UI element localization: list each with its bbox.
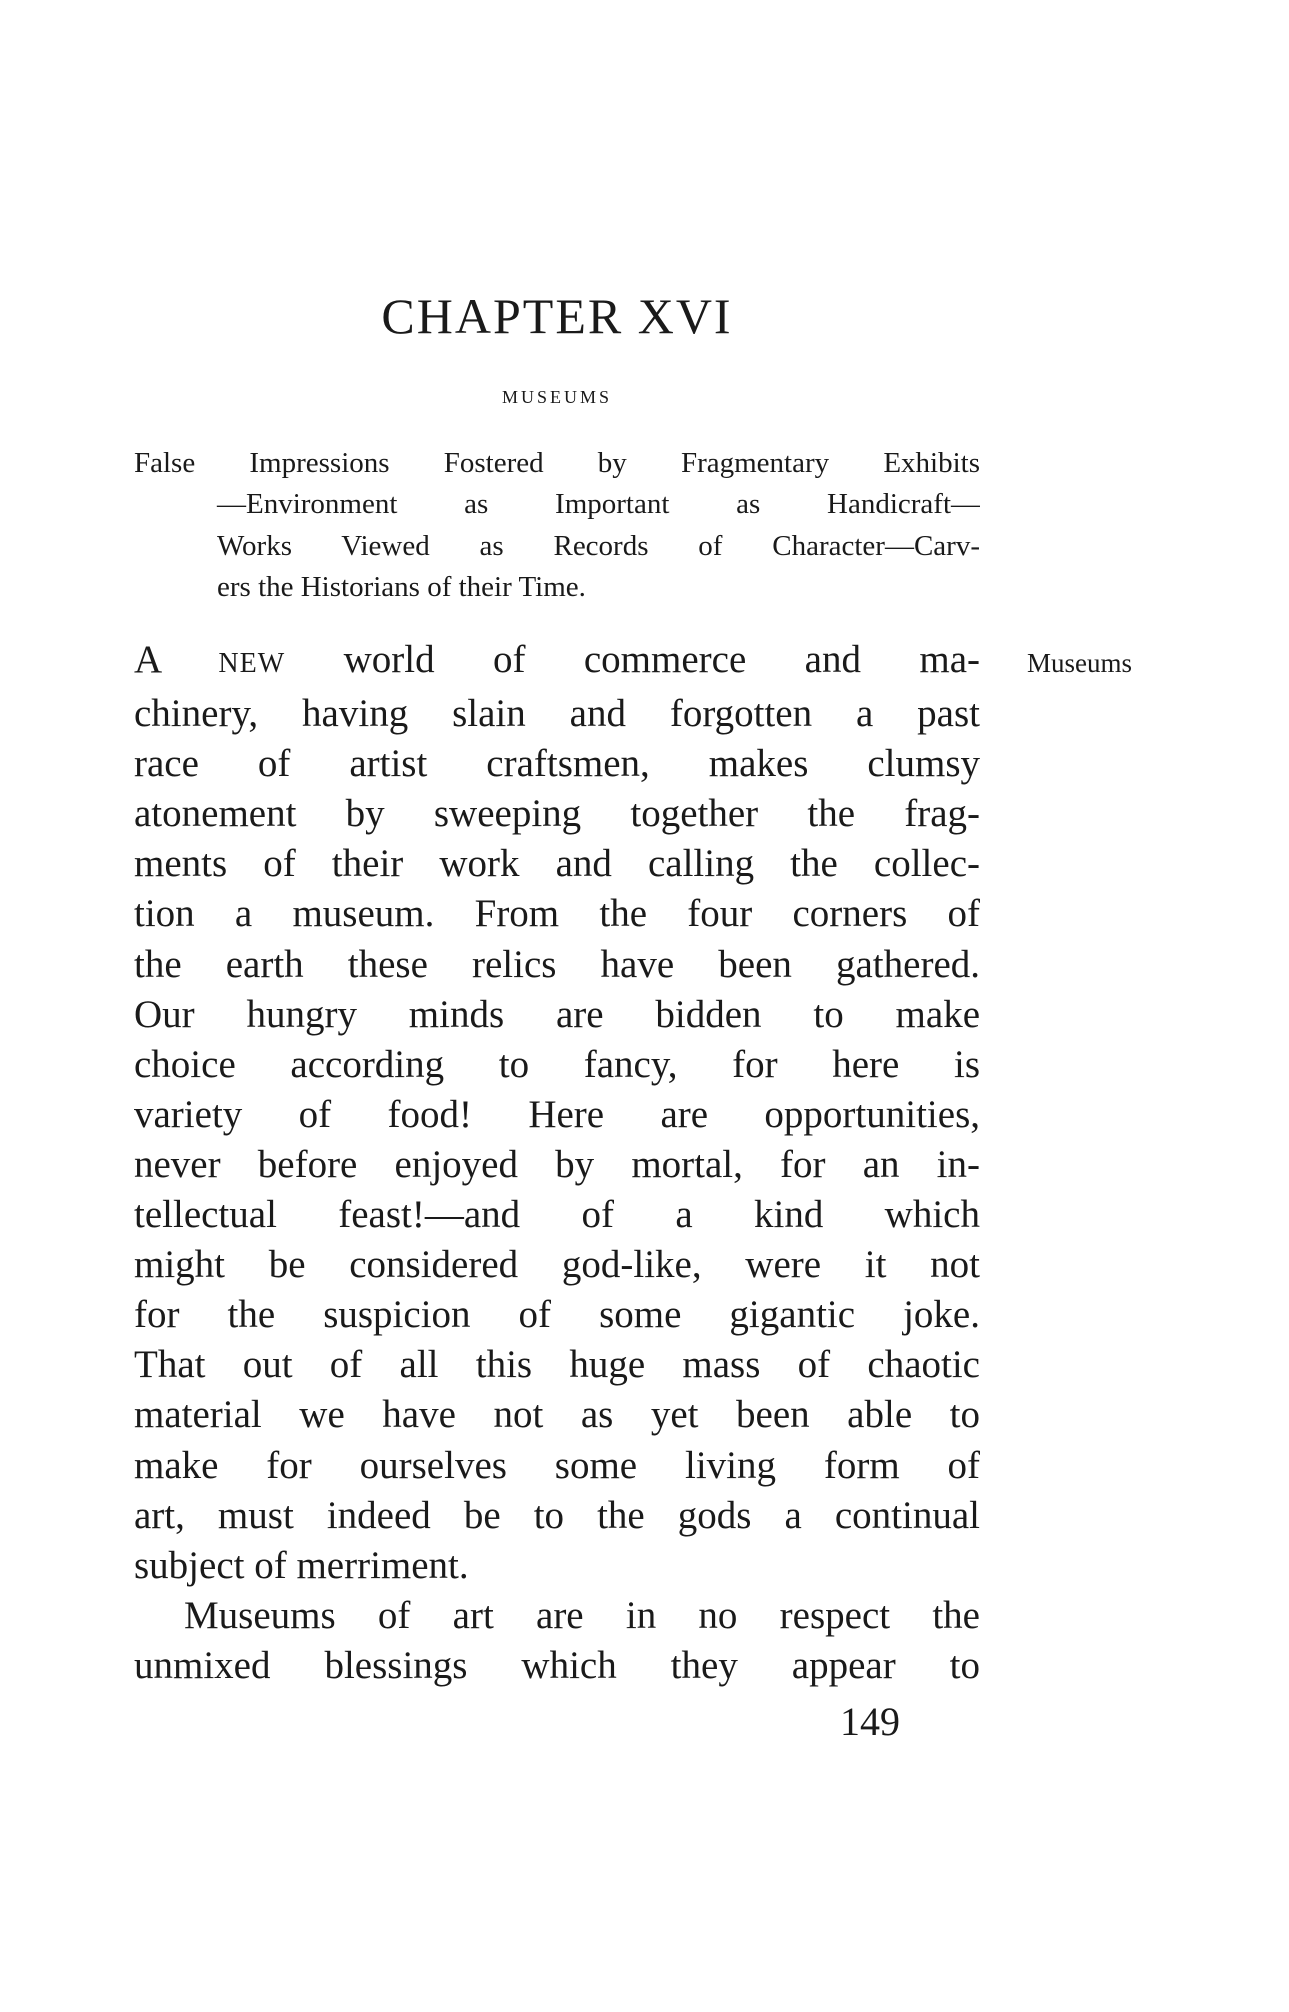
- body-line: variety of food! Here are opportunities,: [134, 1092, 980, 1136]
- body-line: art, must indeed be to the gods a continual: [134, 1493, 980, 1537]
- page-number: 149: [840, 1699, 900, 1744]
- summary-line: ers the Historians of their Time.: [217, 570, 586, 603]
- body-line: race of artist craftsmen, makes clumsy: [134, 742, 980, 786]
- body-line: That out of all this huge mass of chaotic: [134, 1343, 980, 1387]
- chapter-title: CHAPTER XVI: [381, 288, 733, 344]
- body-line: ments of their work and calling the collec-: [134, 842, 980, 886]
- summary-line: —Environment as Important as Handicraft—: [217, 488, 980, 521]
- summary-line: Works Viewed as Records of Character—Carv-: [217, 529, 980, 562]
- body-line: chinery, having slain and forgotten a past: [134, 692, 980, 736]
- smallcaps-word: NEW: [218, 648, 286, 679]
- body-line: tion a museum. From the four corners of: [134, 892, 980, 936]
- body-line: might be considered god-like, were it not: [134, 1243, 980, 1287]
- body-line: choice according to fancy, for here is: [134, 1042, 980, 1086]
- body-line: for the suspicion of some gigantic joke.: [134, 1293, 980, 1337]
- chapter-summary: [134, 443, 980, 608]
- first-line-rest: world of commerce and ma-: [343, 638, 981, 681]
- initial: A: [134, 638, 161, 681]
- body-line: [134, 635, 980, 689]
- margin-sidenote: Museums: [1027, 648, 1133, 678]
- body-text: [134, 635, 980, 1691]
- body-line: Museums of art are in no respect the: [184, 1593, 980, 1637]
- body-line: tellectual feast!—and of a kind which: [134, 1193, 980, 1237]
- body-line: the earth these relics have been gathered.: [134, 942, 980, 986]
- body-line: material we have not as yet been able to: [134, 1393, 980, 1437]
- body-line: Our hungry minds are bidden to make: [134, 992, 980, 1036]
- body-line: atonement by sweeping together the frag-: [134, 792, 980, 836]
- body-line: make for ourselves some living form of: [134, 1443, 980, 1487]
- body-line: subject of merriment.: [134, 1543, 469, 1587]
- summary-line: False Impressions Fostered by Fragmentary Exhibits: [134, 447, 980, 479]
- body-line: unmixed blessings which they appear to: [134, 1643, 980, 1687]
- chapter-subtitle: MUSEUMS: [501, 387, 613, 407]
- body-line: never before enjoyed by mortal, for an in-: [134, 1142, 980, 1186]
